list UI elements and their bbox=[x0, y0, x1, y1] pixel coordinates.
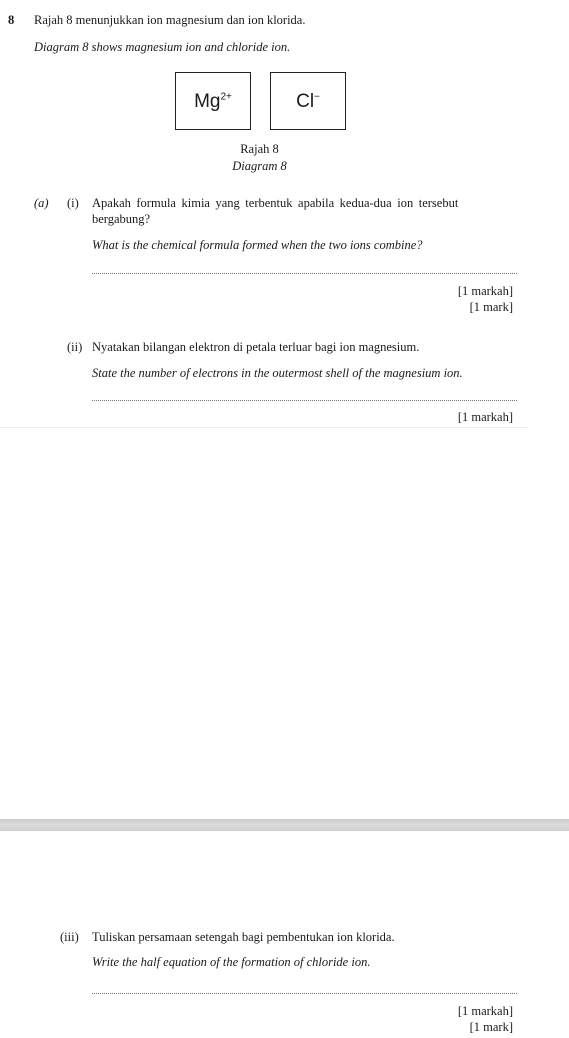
marks-malay-a-i: [1 markah] bbox=[457, 284, 513, 298]
page-break-separator bbox=[0, 819, 569, 831]
diagram-caption-malay: Rajah 8 bbox=[240, 142, 279, 156]
part-a-i-label: (i) bbox=[67, 196, 79, 210]
marks-malay-a-ii: [1 markah] bbox=[457, 410, 513, 424]
diagram-caption-english: Diagram 8 bbox=[232, 159, 287, 173]
part-a-i-malay-line2: bergabung? bbox=[92, 212, 151, 226]
magnesium-ion-box bbox=[175, 72, 251, 130]
part-a-label: (a) bbox=[34, 196, 49, 210]
chloride-ion-box bbox=[270, 72, 346, 130]
part-a-ii-label: (ii) bbox=[67, 340, 83, 354]
part-a-ii-malay: Nyatakan bilangan elektron di petala terluar bagi ion magnesium. bbox=[92, 340, 420, 354]
question-intro-english: Diagram 8 shows magnesium ion and chloride ion. bbox=[34, 40, 291, 54]
magnesium-ion-label: $Mg^{2+}$ bbox=[194, 91, 232, 112]
answer-line-a-i[interactable] bbox=[92, 273, 517, 274]
part-a-i-malay-line1: Apakah formula kimia yang terbentuk apabila kedua-dua ion tersebut bbox=[92, 196, 459, 210]
faint-rule bbox=[0, 427, 528, 428]
marks-english-a-iii: [1 mark] bbox=[469, 1020, 513, 1034]
part-a-i-english: What is the chemical formula formed when the two ions combine? bbox=[92, 238, 423, 252]
question-number: 8 bbox=[8, 13, 15, 27]
part-a-iii-english: Write the half equation of the formation of chloride ion. bbox=[92, 955, 371, 969]
marks-english-a-i: [1 mark] bbox=[469, 300, 513, 314]
question-intro-malay: Rajah 8 menunjukkan ion magnesium dan ion klorida. bbox=[34, 13, 306, 27]
answer-line-a-ii[interactable] bbox=[92, 400, 517, 401]
chloride-ion-label: Cl− bbox=[296, 91, 320, 112]
part-a-ii-english: State the number of electrons in the outermost shell of the magnesium ion. bbox=[92, 366, 463, 380]
marks-malay-a-iii: [1 markah] bbox=[457, 1004, 513, 1018]
part-a-iii-label: (iii) bbox=[60, 930, 79, 944]
part-a-iii-malay: Tuliskan persamaan setengah bagi pembentukan ion klorida. bbox=[92, 930, 395, 944]
answer-line-a-iii[interactable] bbox=[92, 993, 517, 994]
